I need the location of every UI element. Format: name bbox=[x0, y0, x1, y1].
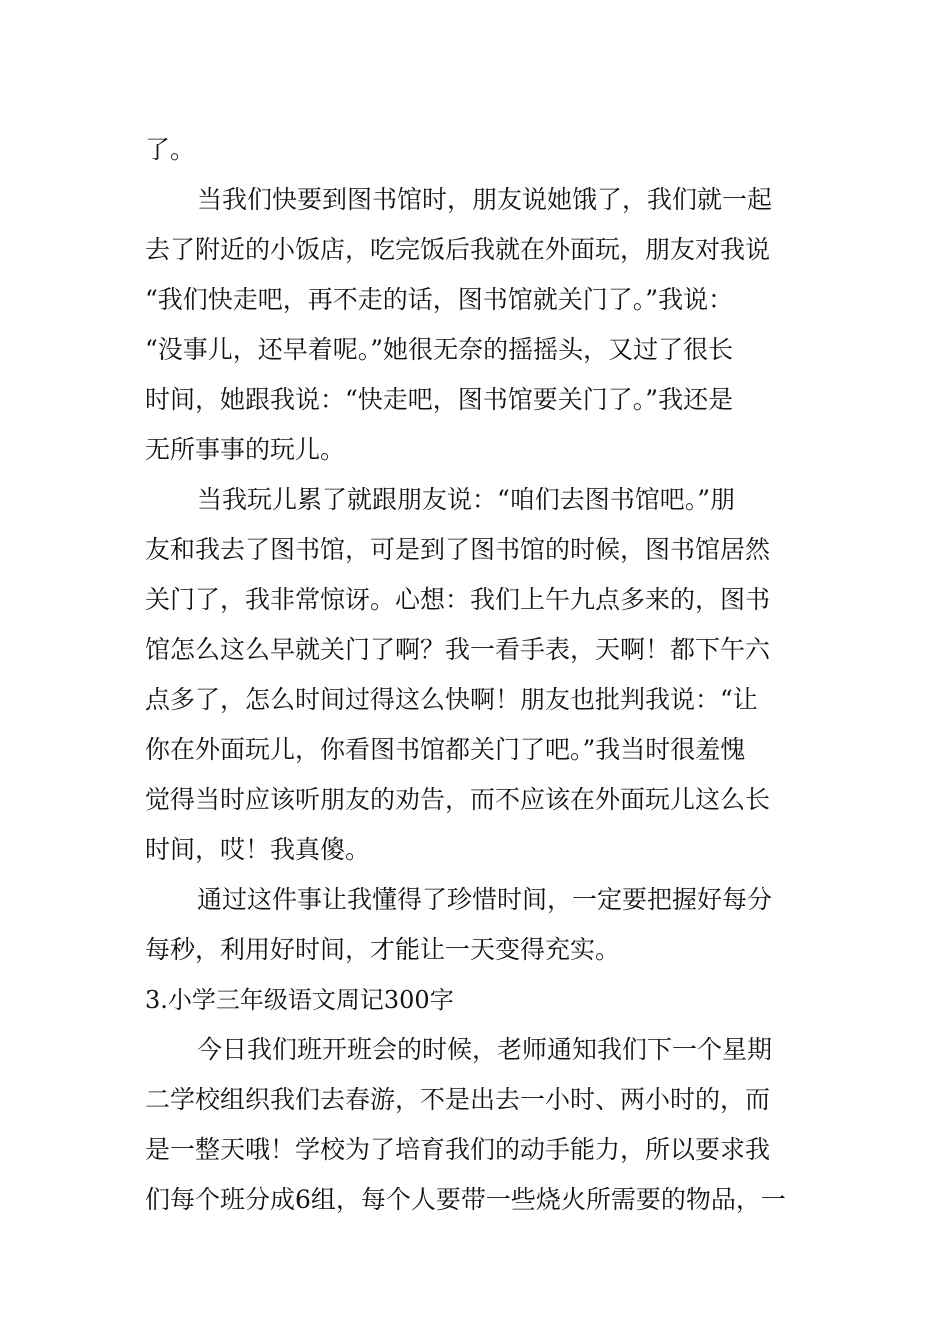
text-line: 们每个班分成6组，每个人要带一些烧火所需要的物品，一 bbox=[145, 1185, 786, 1214]
text-line: 点多了，怎么时间过得这么快啊！朋友也批判我说：“让 bbox=[145, 685, 758, 714]
text-line: 今日我们班开班会的时候，老师通知我们下一个星期 bbox=[197, 1035, 773, 1064]
text-line: 觉得当时应该听朋友的劝告，而不应该在外面玩儿这么长 bbox=[145, 785, 771, 814]
text-line: 时间，哎！我真傻。 bbox=[145, 835, 371, 864]
text-line: “没事儿，还早着呢。”她很无奈的摇摇头，又过了很长 bbox=[145, 335, 734, 364]
text-line: 关门了，我非常惊讶。心想：我们上午九点多来的，图书 bbox=[145, 585, 771, 614]
text-line: 时间，她跟我说：“快走吧，图书馆要关门了。”我还是 bbox=[145, 385, 734, 414]
text-line: 当我玩儿累了就跟朋友说：“咱们去图书馆吧。”朋 bbox=[197, 485, 736, 514]
text-line: 友和我去了图书馆，可是到了图书馆的时候，图书馆居然 bbox=[145, 535, 771, 564]
text-line: “我们快走吧，再不走的话，图书馆就关门了。”我说： bbox=[145, 285, 734, 314]
text-line: 二学校组织我们去春游，不是出去一小时、两小时的，而 bbox=[145, 1085, 771, 1114]
text-line: 了。 bbox=[145, 135, 196, 164]
text-line: 无所事事的玩儿。 bbox=[145, 435, 346, 464]
text-line: 你在外面玩儿，你看图书馆都关门了吧。”我当时很羞愧 bbox=[145, 735, 746, 764]
text-line: 去了附近的小饭店，吃完饭后我就在外面玩，朋友对我说 bbox=[145, 235, 771, 264]
section-heading: 3.小学三年级语文周记300字 bbox=[145, 986, 454, 1014]
text-line: 每秒，利用好时间，才能让一天变得充实。 bbox=[145, 935, 621, 964]
text-line: 通过这件事让我懂得了珍惜时间，一定要把握好每分 bbox=[197, 885, 773, 914]
text-line: 是一整天哦！学校为了培育我们的动手能力，所以要求我 bbox=[145, 1135, 771, 1164]
text-line: 馆怎么这么早就关门了啊？我一看手表，天啊！都下午六 bbox=[145, 635, 771, 664]
text-line: 当我们快要到图书馆时，朋友说她饿了，我们就一起 bbox=[197, 185, 773, 214]
